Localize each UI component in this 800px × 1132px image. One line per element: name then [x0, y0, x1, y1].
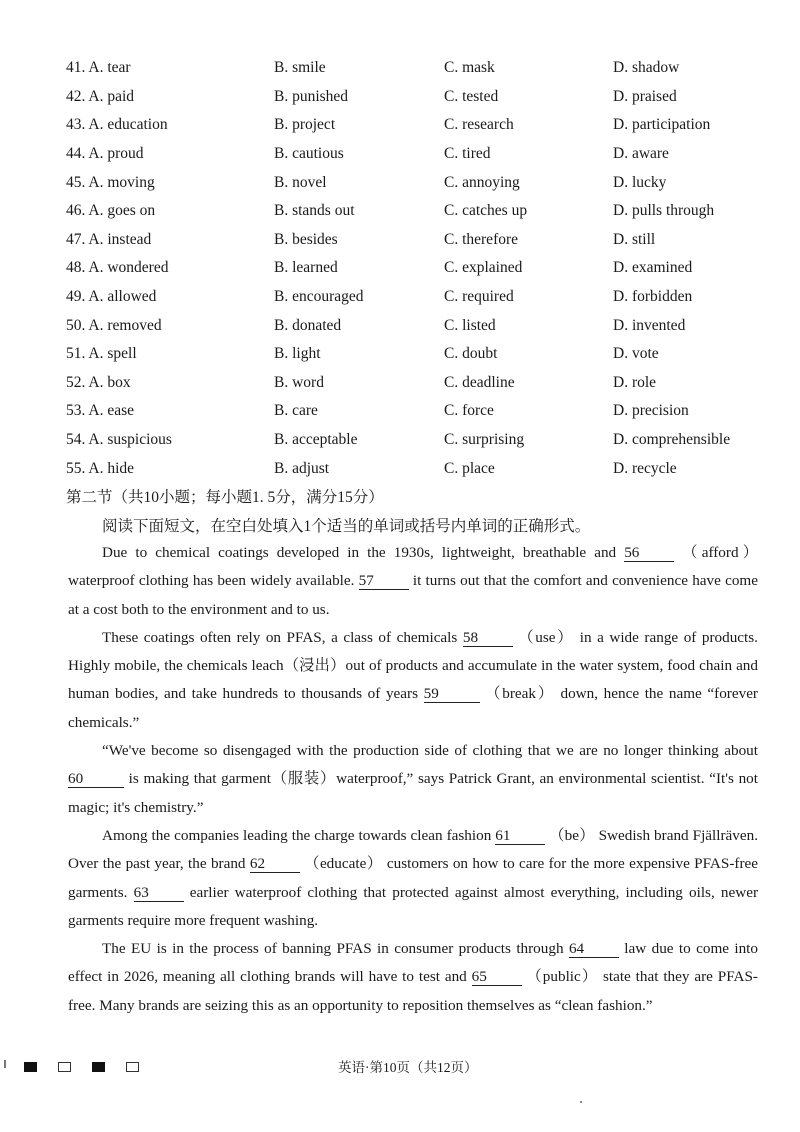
option-text: A. box	[88, 373, 131, 391]
option-a	[66, 231, 274, 249]
option-text: A. spell	[88, 345, 137, 363]
section-instruction: 阅读下面短文，在空白处填入1个适当的单词或括号内单词的正确形式。	[102, 518, 591, 535]
section-title: 第二节（共10小题；每小题1. 5分，满分15分）	[66, 489, 384, 506]
option-c: C. research	[444, 116, 514, 134]
scan-speck	[580, 1101, 582, 1103]
option-c: C. deadline	[444, 373, 515, 391]
option-a	[66, 116, 274, 134]
option-a	[66, 374, 274, 392]
option-row	[66, 454, 786, 483]
option-text: A. instead	[88, 230, 152, 248]
option-a	[66, 317, 274, 335]
blank-63: 63	[134, 884, 184, 902]
option-d: D. participation	[613, 116, 711, 134]
option-a	[66, 460, 274, 478]
option-text: A. education	[88, 116, 168, 134]
option-d: D. comprehensible	[613, 431, 731, 449]
option-text: A. wondered	[88, 259, 169, 277]
option-d: D. recycle	[613, 459, 677, 477]
option-text: A. hide	[88, 459, 135, 477]
option-c: C. explained	[444, 259, 523, 277]
option-a	[66, 402, 274, 420]
option-b: B. stands out	[274, 202, 355, 220]
option-row	[66, 426, 786, 455]
option-text: A. allowed	[88, 288, 157, 306]
option-a	[66, 59, 274, 77]
question-number: 54.	[66, 431, 86, 449]
option-a	[66, 174, 274, 192]
option-c: C. force	[444, 402, 494, 420]
option-a	[66, 345, 274, 363]
option-a	[66, 288, 274, 306]
option-c: C. mask	[444, 59, 495, 77]
option-d: D. vote	[613, 345, 659, 363]
option-text: A. goes on	[88, 202, 156, 220]
option-row	[66, 83, 786, 112]
option-c: C. tested	[444, 87, 499, 105]
margin-mark	[4, 1060, 6, 1068]
blank-61: 61	[495, 827, 545, 845]
option-b: B. cautious	[274, 145, 344, 163]
blank-56: 56	[624, 544, 674, 562]
question-number: 50.	[66, 316, 86, 334]
option-b: B. care	[274, 402, 318, 420]
option-d: D. precision	[613, 402, 689, 420]
question-number: 48.	[66, 259, 86, 277]
option-c: C. place	[444, 459, 495, 477]
option-d: D. invented	[613, 316, 686, 334]
hollow-square-marker	[126, 1062, 139, 1072]
question-number: 43.	[66, 116, 86, 134]
option-b: B. acceptable	[274, 431, 358, 449]
option-row	[66, 283, 786, 312]
question-number: 53.	[66, 402, 86, 420]
paragraph-5: The EU is in the process of banning PFAS in consumer products through 64 law due to come into effect in 2026, meaning all clothing brands will have to test and 65 （public） state that they are PFAS-free. Many brands are seizing this as an opportunity to reposition themselves as “clean fashion.”	[68, 940, 758, 1014]
option-d: D. forbidden	[613, 288, 693, 306]
option-text: A. proud	[88, 145, 144, 163]
blank-65: 65	[472, 968, 522, 986]
option-row	[66, 397, 786, 426]
option-d: D. shadow	[613, 59, 680, 77]
option-row	[66, 111, 786, 140]
option-b: B. encouraged	[274, 288, 364, 306]
question-number: 46.	[66, 202, 86, 220]
option-d: D. role	[613, 373, 657, 391]
blank-59: 59	[424, 685, 480, 703]
option-c: C. required	[444, 288, 514, 306]
option-text: A. ease	[88, 402, 135, 420]
option-d: D. still	[613, 230, 656, 248]
option-c: C. annoying	[444, 173, 520, 191]
option-c: C. surprising	[444, 431, 525, 449]
hollow-square-marker	[58, 1062, 71, 1072]
option-b: B. novel	[274, 173, 327, 191]
option-row	[66, 54, 786, 83]
option-b: B. learned	[274, 259, 338, 277]
question-number: 51.	[66, 345, 86, 363]
option-row	[66, 369, 786, 398]
option-b: B. donated	[274, 316, 342, 334]
paragraph-1: Due to chemical coatings developed in the 1930s, lightweight, breathable and 56 （afford） waterproof clothing has been widely available. 57 it turns out that the comfort and convenience have come at a cost both to the environment and to us.	[68, 544, 758, 618]
option-row	[66, 197, 786, 226]
paragraph-3: “We've become so disengaged with the production side of clothing that we are no longer thinking about 60 is making that garment（服装）waterproof,” says Patrick Grant, an environmental scientist. “It's not magic; it's chemistry.”	[68, 742, 758, 816]
page-footer	[0, 1052, 800, 1078]
option-b: B. besides	[274, 230, 338, 248]
question-number: 49.	[66, 288, 86, 306]
option-text: A. paid	[88, 87, 135, 105]
option-row	[66, 168, 786, 197]
option-row	[66, 254, 786, 283]
page-number: 英语·第10页（共12页）	[338, 1060, 478, 1075]
option-c: C. catches up	[444, 202, 528, 220]
option-text: A. suspicious	[88, 431, 172, 449]
paragraph-2: These coatings often rely on PFAS, a class of chemicals 58 （use） in a wide range of products. Highly mobile, the chemicals leach（浸出）out of products and accumulate in the water system, food chain and human bodies, and take hundreds to thousands of years 59 （break） down, hence the name “forever chemicals.”	[68, 628, 758, 731]
option-b: B. punished	[274, 87, 349, 105]
option-c: C. tired	[444, 145, 491, 163]
option-a	[66, 259, 274, 277]
question-number: 47.	[66, 230, 86, 248]
option-d: D. examined	[613, 259, 693, 277]
option-d: D. aware	[613, 145, 669, 163]
option-b: B. smile	[274, 59, 326, 77]
passage	[68, 539, 758, 1020]
option-row	[66, 340, 786, 369]
question-number: 44.	[66, 145, 86, 163]
option-c: C. listed	[444, 316, 496, 334]
option-row	[66, 140, 786, 169]
option-text: A. tear	[88, 59, 131, 77]
question-number: 45.	[66, 173, 86, 191]
option-c: C. therefore	[444, 230, 519, 248]
question-number: 55.	[66, 459, 86, 477]
blank-57: 57	[359, 572, 409, 590]
option-a	[66, 88, 274, 106]
option-d: D. pulls through	[613, 202, 715, 220]
option-a	[66, 431, 274, 449]
option-a	[66, 202, 274, 220]
option-row	[66, 226, 786, 255]
blank-58: 58	[463, 629, 513, 647]
option-b: B. word	[274, 373, 324, 391]
option-a	[66, 145, 274, 163]
option-b: B. adjust	[274, 459, 330, 477]
option-c: C. doubt	[444, 345, 498, 363]
option-d: D. lucky	[613, 173, 667, 191]
option-row	[66, 311, 786, 340]
blank-60: 60	[68, 770, 124, 788]
option-text: A. moving	[88, 173, 155, 191]
options-table	[66, 54, 786, 483]
filled-square-marker	[24, 1062, 37, 1072]
blank-64: 64	[569, 940, 619, 958]
option-b: B. project	[274, 116, 336, 134]
filled-square-marker	[92, 1062, 105, 1072]
question-number: 42.	[66, 87, 86, 105]
question-number: 41.	[66, 59, 86, 77]
question-number: 52.	[66, 373, 86, 391]
option-b: B. light	[274, 345, 321, 363]
option-text: A. removed	[88, 316, 162, 334]
paragraph-4: Among the companies leading the charge towards clean fashion 61 （be） Swedish brand Fjällräven. Over the past year, the brand 62 （educate） customers on how to care for the more expensive PFAS-free garments. 63 earlier waterproof clothing that protected against almost everything, including oils, newer garments require more frequent washing.	[68, 826, 759, 929]
blank-62: 62	[250, 855, 300, 873]
option-d: D. praised	[613, 87, 677, 105]
